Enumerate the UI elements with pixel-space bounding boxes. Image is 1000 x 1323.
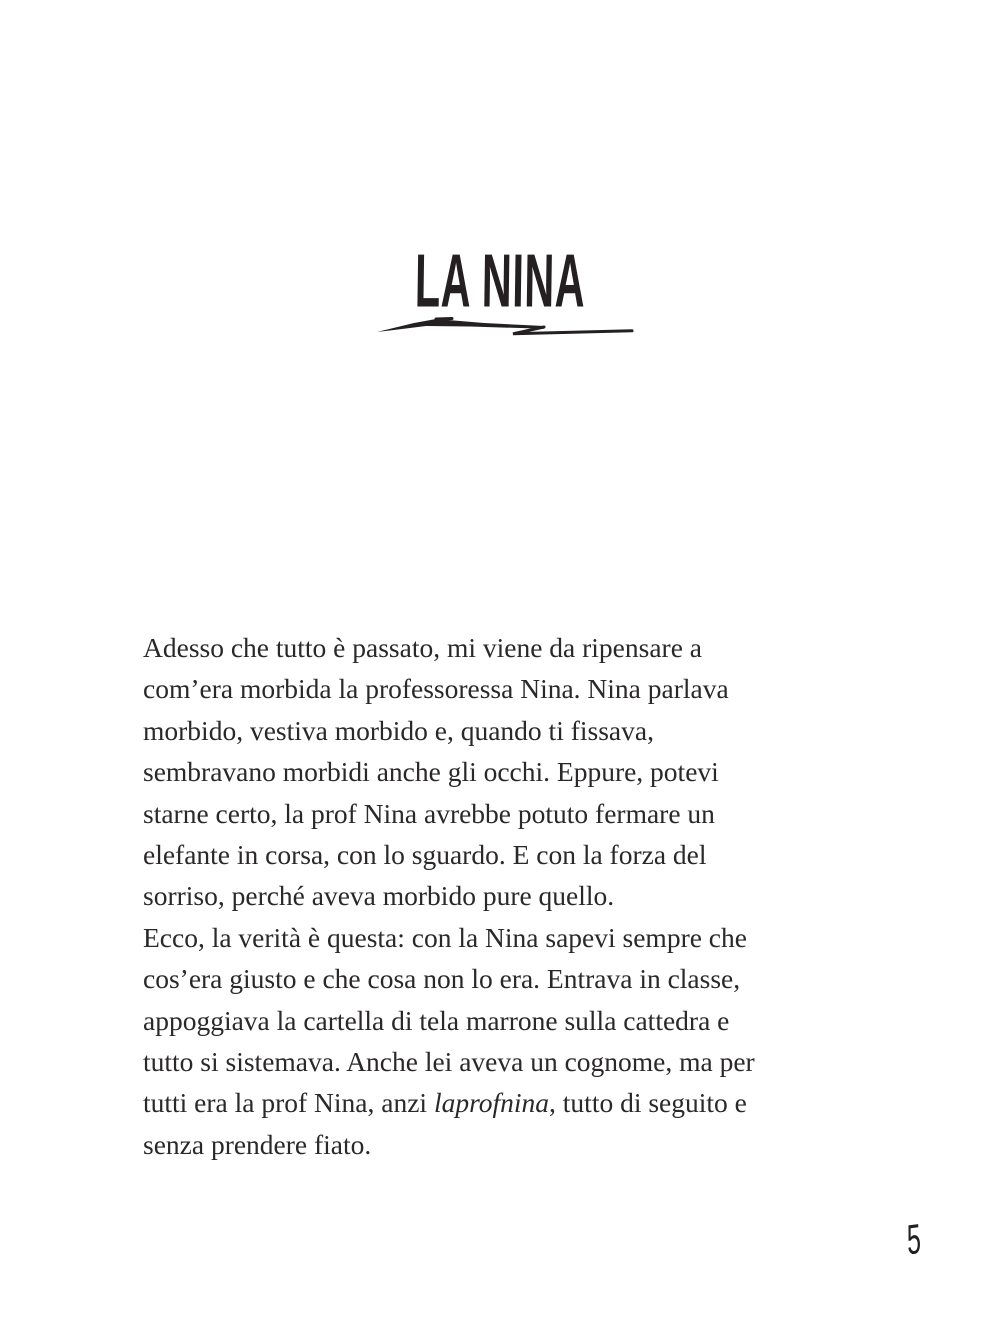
body-line: tutto si sistemava. Anche lei aveva un cognome, ma per xyxy=(143,1046,755,1078)
body-line: Ecco, la verità è questa: con la Nina sapevi sempre che xyxy=(143,921,747,953)
body-line-segment: tutti era la prof Nina, anzi xyxy=(143,1087,434,1119)
body-line: cos’era giusto e che cosa non lo era. Entrava in classe, xyxy=(143,963,741,995)
chapter-title: LA NINA xyxy=(414,238,586,323)
chapter-header xyxy=(0,238,1000,323)
body-line: com’era morbida la professoressa Nina. Nina parlava xyxy=(143,673,729,705)
chapter-body xyxy=(143,627,923,1165)
body-line: sembravano morbidi anche gli occhi. Eppure, potevi xyxy=(143,756,719,788)
page-number: 5 xyxy=(906,1216,922,1264)
body-line: Adesso che tutto è passato, mi viene da ripensare a xyxy=(143,632,702,663)
body-line-segment: , tutto di seguito e xyxy=(549,1087,747,1119)
body-line: appoggiava la cartella di tela marrone sulla cattedra e xyxy=(143,1004,730,1036)
body-line: elefante in corsa, con lo sguardo. E con la forza del xyxy=(143,839,707,871)
hand-drawn-arrow-underline-icon xyxy=(374,314,636,342)
body-line xyxy=(143,1082,923,1123)
body-line: senza prendere fiato. xyxy=(143,1128,372,1160)
body-line-segment-italic: laprofnina xyxy=(433,1087,550,1119)
body-line: morbido, vestiva morbido e, quando ti fissava, xyxy=(143,714,654,746)
body-line: sorriso, perché aveva morbido pure quello. xyxy=(143,880,615,912)
body-line: starne certo, la prof Nina avrebbe potuto fermare un xyxy=(143,797,715,829)
